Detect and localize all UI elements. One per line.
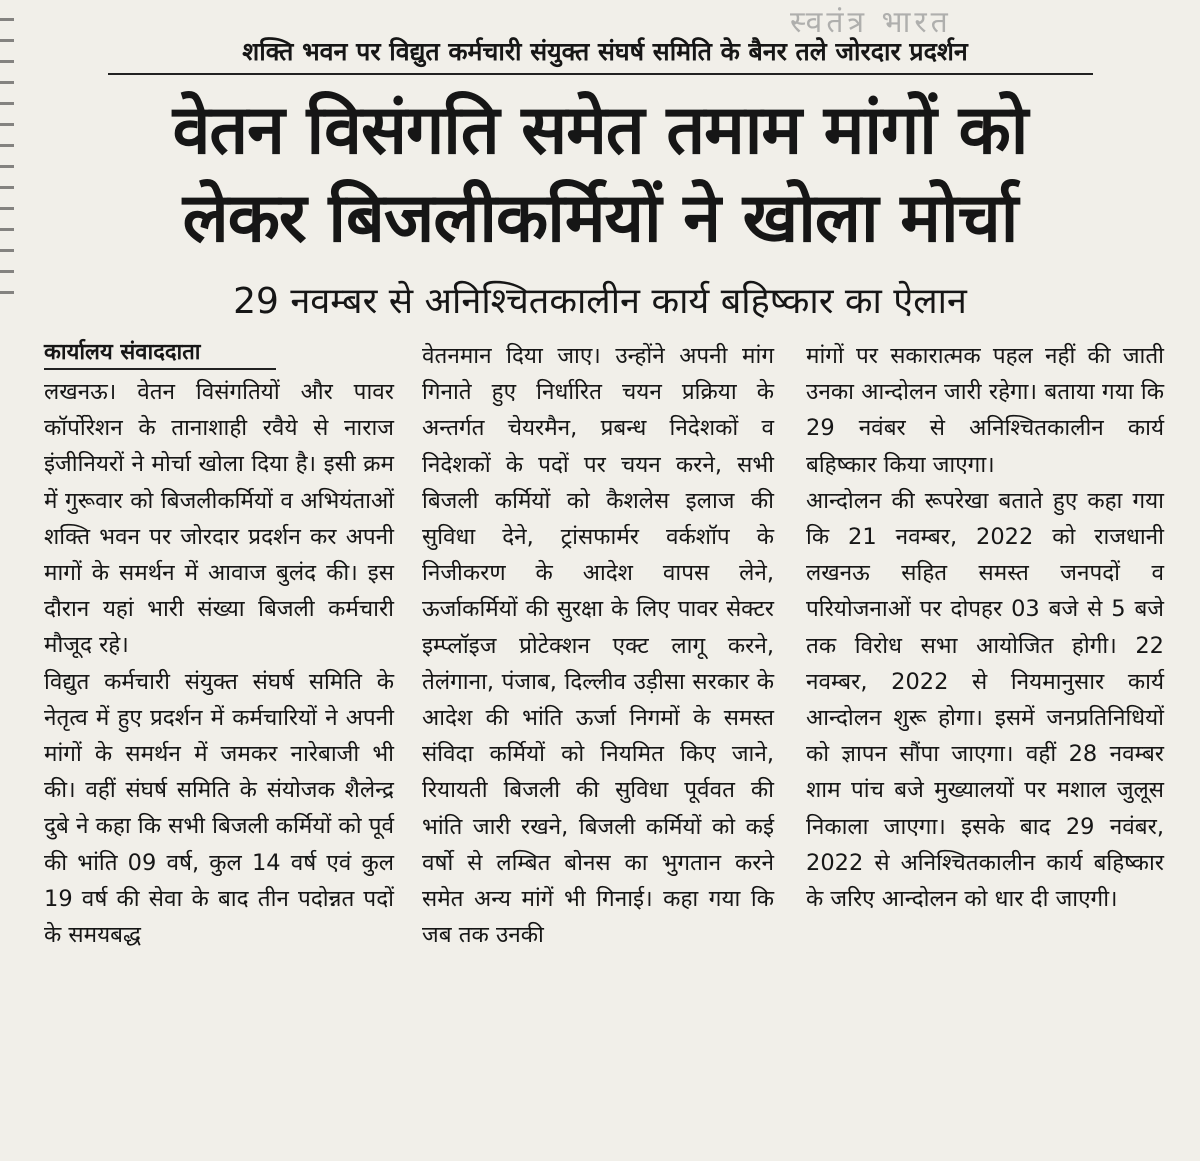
kicker-divider [108,73,1093,75]
handwritten-note: स्वतंत्र भारत [790,5,952,40]
paragraph: मांगों पर सकारात्मक पहल नहीं की जाती उनका आन्दोलन जारी रहेगा। बताया गया कि 29 नवंबर से अनिश्चितकालीन कार्य बहिष्कार किया जाएगा। [806,343,1164,478]
kicker-headline: शक्ति भवन पर विद्युत कर्मचारी संयुक्त संघर्ष समिति के बैनर तले जोरदार प्रदर्शन [242,37,968,66]
byline: कार्यालय संवाददाता [44,338,276,370]
article-column-1 [44,338,394,1138]
paragraph: वेतनमान दिया जाए। उन्होंने अपनी मांग गिनाते हुए निर्धारित चयन प्रक्रिया के अन्तर्गत चेयरमैन, प्रबन्ध निदेशकों व निदेशकों के पदों पर चयन करने, सभी बिजली कर्मियों को कैशलेस इलाज की सुविधा देने, ट्रांसफार्मर वर्कशॉप के निजीकरण के आदेश वापस लेने, ऊर्जाकर्मियों की सुरक्षा के लिए पावर सेक्टर इम्प्लॉइज प्रोटेक्शन एक्ट लागू करने, तेलंगाना, पंजाब, दिल्लीव उड़ीसा सरकार के आदेश की भांति ऊर्जा निगमों के समस्त संविदा कर्मियों को नियमित किए जाने, रियायती बिजली की सुविधा पूर्ववत की भांति जारी रखने, बिजली कर्मियों को कई वर्षो से लम्बित बोनस का भुगतान करने समेत अन्य मांगें भी गिनाई। कहा गया कि जब तक उनकी [422,343,774,949]
headline-line-2: लेकर बिजलीकर्मियों ने खोला मोर्चा [182,179,1018,258]
headline-line-1: वेतन विसंगति समेत तमाम मांगों को [172,91,1028,170]
adjacent-column-edge [0,0,14,300]
subheadline: 29 नवम्बर से अनिश्चितकालीन कार्य बहिष्कार का ऐलान [233,281,967,322]
paragraph: आन्दोलन की रूपरेखा बताते हुए कहा गया कि 21 नवम्बर, 2022 को राजधानी लखनऊ सहित समस्त जनपदों व परियोजनाओं पर दोपहर 03 बजे से 5 बजे तक विरोध सभा आयोजित होगी। 22 नवम्बर, 2022 से नियमानुसार कार्य आन्दोलन शुरू होगा। इसमें जनप्रतिनिधियों को ज्ञापन सौंपा जाएगा। वहीं 28 नवम्बर शाम पांच बजे मुख्यालयों पर मशाल जुलूस निकाला जाएगा। इसके बाद 29 नवंबर, 2022 से अनिश्चितकालीन कार्य बहिष्कार के जरिए आन्दोलन को धार दी जाएगी। [806,487,1164,913]
paragraph: लखनऊ। वेतन विसंगतियों और पावर कॉर्पोरेशन के तानाशाही रवैये से नाराज इंजीनियरों ने मोर्चा खोला दिया है। इसी क्रम में गुरूवार को बिजलीकर्मियों व अभियंताओं शक्ति भवन पर जोरदार प्रदर्शन कर अपनी मागों के समर्थन में आवाज बुलंद की। इस दौरान यहां भारी संख्या बिजली कर्मचारी मौजूद रहे। [44,379,394,659]
paragraph: विद्युत कर्मचारी संयुक्त संघर्ष समिति के नेतृत्व में हुए प्रदर्शन में कर्मचारियों ने अपनी मांगों के समर्थन में जमकर नारेबाजी भी की। वहीं संघर्ष समिति के संयोजक शैलेन्द्र दुबे ने कहा कि सभी बिजली कर्मियों को पूर्व की भांति 09 वर्ष, कुल 14 वर्ष एवं कुल 19 वर्ष की सेवा के बाद तीन पदोन्नत पदों के समयबद्ध [44,668,394,949]
article-column-2 [422,338,774,1138]
article-column-3 [806,338,1164,1138]
